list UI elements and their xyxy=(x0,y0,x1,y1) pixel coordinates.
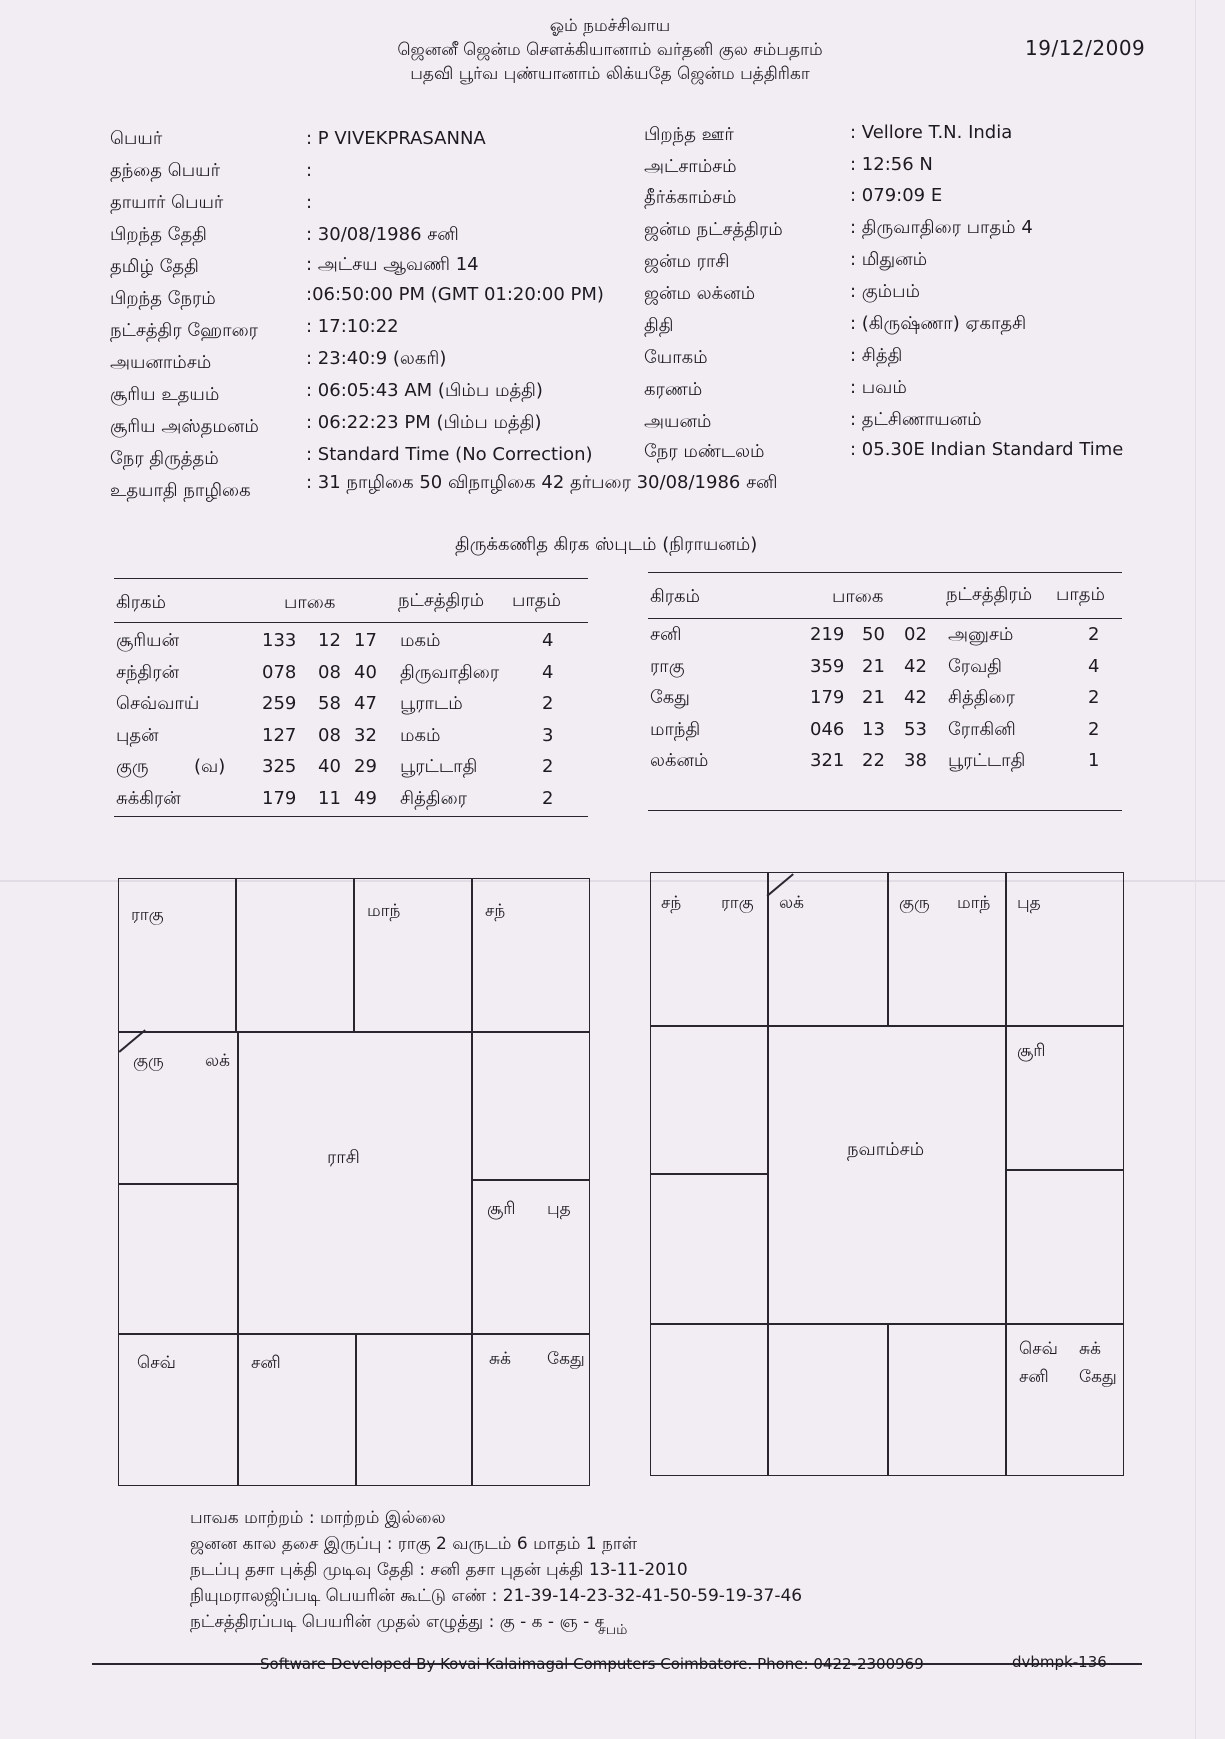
bhagai-second: 17 xyxy=(354,630,377,651)
planet-nakshatra: திருவாதிரை xyxy=(400,661,500,683)
planet-pada: 1 xyxy=(1088,750,1100,771)
numerology-line: நியுமராலஜிப்படி பெயரின் கூட்டு எண் : 21-39-14-23-32-41-50-59-19-37-46 xyxy=(190,1586,803,1606)
chart-line xyxy=(651,1173,767,1175)
detail-value: : 12:56 N xyxy=(850,154,933,175)
detail-label: நேர திருத்தம் xyxy=(110,448,219,469)
bhagai-minute: 13 xyxy=(862,718,885,740)
planet-pada: 2 xyxy=(1088,624,1100,645)
bhagai-second: 02 xyxy=(904,624,927,645)
bhagai-second: 49 xyxy=(354,787,377,809)
rasi-house-10: செவ் xyxy=(137,1353,176,1373)
detail-label: உதயாதி நாழிகை xyxy=(110,480,251,501)
planet-table-right xyxy=(648,572,1122,812)
navamsa-center-label: நவாம்சம் xyxy=(847,1139,925,1160)
planet-nakshatra: மகம் xyxy=(400,724,441,746)
planet-name: லக்னம் xyxy=(650,750,709,771)
bhagai-degree: 179 xyxy=(810,687,845,708)
planet-name: சனி xyxy=(650,624,682,645)
detail-value: : P VIVEKPRASANNA xyxy=(306,128,486,149)
bhagai-second: 38 xyxy=(904,750,927,771)
bhagai-minute: 21 xyxy=(862,687,885,708)
current-dasa-line: நடப்பு தசா புக்தி முடிவு தேதி : சனி தசா புதன் புக்தி 13-11-2010 xyxy=(190,1560,688,1580)
table-rule-top xyxy=(648,572,1122,573)
table-rule-bottom xyxy=(648,810,1122,811)
planet-nakshatra: சித்திரை xyxy=(948,687,1015,708)
chart-line xyxy=(235,879,237,1031)
planet-pada: 2 xyxy=(542,756,554,777)
col-header-graham: கிரகம் xyxy=(650,586,701,607)
detail-label: சூரிய உதயம் xyxy=(110,384,220,405)
rasi-house-6a: சூரி xyxy=(487,1199,516,1219)
rasi-house-4: சந் xyxy=(485,901,506,921)
bhagai-second: 32 xyxy=(354,724,377,746)
detail-label: கரணம் xyxy=(644,379,703,400)
name-letter-subnote: சபம் xyxy=(598,1622,628,1638)
detail-value: : 31 நாழிகை 50 விநாழிகை 42 தர்பரை 30/08/1986 சனி xyxy=(306,472,778,493)
bhagai-minute: 58 xyxy=(318,693,341,714)
planet-nakshatra: ரோகினி xyxy=(948,718,1016,740)
table-rule-header xyxy=(114,622,588,623)
rasi-house-9: சனி xyxy=(251,1353,281,1373)
detail-value: : 079:09 E xyxy=(850,185,943,206)
rasi-center-label: ராசி xyxy=(327,1147,360,1168)
detail-label: நேர மண்டலம் xyxy=(644,441,765,462)
col-header-patham: பாதம் xyxy=(1056,584,1106,605)
detail-value: : Vellore T.N. India xyxy=(850,122,1013,143)
bhagai-degree: 179 xyxy=(262,787,297,809)
detail-label: யோகம் xyxy=(644,347,708,368)
navamsa-house-1a: சந் xyxy=(661,893,682,913)
planet-pada: 4 xyxy=(542,630,554,651)
table-rule-top xyxy=(114,578,588,579)
rasi-house-6b: புத xyxy=(547,1199,571,1219)
bhagai-degree: 127 xyxy=(262,724,297,746)
planet-name: மாந்தி xyxy=(650,718,701,740)
planet-name: கேது xyxy=(650,687,690,708)
navamsa-house-5: சூரி xyxy=(1017,1041,1046,1061)
planet-nakshatra: ரேவதி xyxy=(948,655,1003,677)
detail-label: அட்சாம்சம் xyxy=(644,156,737,177)
bhagai-degree: 359 xyxy=(810,655,845,677)
chart-line xyxy=(471,879,473,1485)
col-header-nakshatra: நட்சத்திரம் xyxy=(398,590,485,611)
detail-value: : தட்சிணாயனம் xyxy=(850,409,982,430)
detail-label: தந்தை பெயர் xyxy=(110,160,220,181)
bhagai-degree: 078 xyxy=(262,661,297,683)
planet-name: செவ்வாய் xyxy=(116,693,200,714)
document-code: dvbmpk-136 xyxy=(1012,1653,1107,1671)
detail-label: பிறந்த தேதி xyxy=(110,224,207,245)
planet-nakshatra: பூரட்டாதி xyxy=(400,756,478,777)
detail-value: :06:50:00 PM (GMT 01:20:00 PM) xyxy=(306,284,604,305)
detail-value: : திருவாதிரை பாதம் 4 xyxy=(850,217,1033,238)
planet-nakshatra: பூரட்டாதி xyxy=(948,750,1026,771)
chart-line xyxy=(119,1333,589,1335)
chart-line xyxy=(1005,1169,1123,1171)
detail-label: அயனாம்சம் xyxy=(110,352,212,373)
rasi-house-12a: குரு xyxy=(133,1051,164,1071)
planet-name: ராகு xyxy=(650,655,685,677)
bhagai-degree: 133 xyxy=(262,630,297,651)
col-header-bhagai: பாகை xyxy=(284,592,336,613)
detail-value: : 30/08/1986 சனி xyxy=(306,224,459,245)
navamsa-house-3a: குரு xyxy=(899,893,930,913)
lagna-marker xyxy=(119,1029,146,1052)
bhagai-minute: 08 xyxy=(318,724,341,746)
detail-label: தீர்க்காம்சம் xyxy=(644,187,737,208)
detail-value: : xyxy=(306,192,313,213)
chart-line xyxy=(119,1031,589,1033)
detail-label: நட்சத்திர ஹோரை xyxy=(110,320,258,341)
detail-value: : 06:05:43 AM (பிம்ப மத்தி) xyxy=(306,380,543,401)
planet-pada: 2 xyxy=(542,693,554,714)
planet-pada: 2 xyxy=(542,787,554,809)
detail-label: ஜன்ம லக்னம் xyxy=(644,283,756,304)
detail-label: சூரிய அஸ்தமனம் xyxy=(110,416,259,437)
detail-label: தமிழ் தேதி xyxy=(110,256,199,277)
bhagai-second: 40 xyxy=(354,661,377,683)
bhagai-second: 42 xyxy=(904,687,927,708)
retro-flag: (வ) xyxy=(194,756,226,777)
navamsa-house-7c: சனி xyxy=(1019,1367,1049,1387)
rasi-house-7b: கேது xyxy=(547,1349,585,1369)
invocation-line-3: பதவி பூர்வ புண்யானாம் லிக்யதே ஜென்ம பத்திரிகா xyxy=(410,64,810,84)
rasi-house-1: ராகு xyxy=(131,905,164,925)
navamsa-chart xyxy=(650,872,1124,1476)
dasa-balance-line: ஜனன கால தசை இருப்பு : ராகு 2 வருடம் 6 மாதம் 1 நாள் xyxy=(190,1534,638,1554)
paper-edge-line xyxy=(1195,0,1196,1739)
chart-line xyxy=(355,1333,357,1485)
table-rule-header xyxy=(648,618,1122,619)
planet-nakshatra: சித்திரை xyxy=(400,787,467,809)
bhagai-degree: 259 xyxy=(262,693,297,714)
detail-value: : மிதுனம் xyxy=(850,249,928,270)
detail-value: : சித்தி xyxy=(850,345,903,366)
detail-label: தாயார் பெயர் xyxy=(110,192,224,213)
col-header-bhagai: பாகை xyxy=(832,586,884,607)
bhava-change-line: பாவக மாற்றம் : மாற்றம் இல்லை xyxy=(190,1508,446,1528)
chart-line xyxy=(237,1031,239,1485)
bhagai-second: 29 xyxy=(354,756,377,777)
detail-value: : அட்சய ஆவணி 14 xyxy=(306,254,479,275)
chart-line xyxy=(1005,873,1007,1475)
detail-label: ஜன்ம ராசி xyxy=(644,251,730,272)
navamsa-house-1b: ராகு xyxy=(721,893,754,913)
detail-label: அயனம் xyxy=(644,411,712,432)
navamsa-house-7d: கேது xyxy=(1079,1367,1117,1387)
invocation-header xyxy=(300,14,920,86)
chart-line xyxy=(651,1025,1123,1027)
bhagai-degree: 325 xyxy=(262,756,297,777)
bhagai-minute: 21 xyxy=(862,655,885,677)
rasi-house-3: மாந் xyxy=(367,901,401,921)
bhagai-minute: 11 xyxy=(318,787,341,809)
detail-label: பிறந்த நேரம் xyxy=(110,288,216,309)
col-header-patham: பாதம் xyxy=(512,590,562,611)
print-date: 19/12/2009 xyxy=(1025,36,1146,60)
chart-line xyxy=(119,1183,237,1185)
bhagai-minute: 12 xyxy=(318,630,341,651)
bhagai-second: 47 xyxy=(354,693,377,714)
col-header-graham: கிரகம் xyxy=(116,592,167,613)
chart-line xyxy=(353,879,355,1031)
detail-value: : (கிருஷ்ணா) ஏகாதசி xyxy=(850,313,1027,334)
chart-line xyxy=(767,873,769,1475)
navamsa-house-4: புத xyxy=(1017,893,1041,913)
detail-value: : பவம் xyxy=(850,377,907,398)
bhagai-minute: 50 xyxy=(862,624,885,645)
planet-nakshatra: மகம் xyxy=(400,630,441,651)
invocation-line-2: ஜெனனீ ஜென்ம சௌக்கியானாம் வர்தனி குல சம்பதாம் xyxy=(397,40,823,60)
bhagai-second: 53 xyxy=(904,718,927,740)
navamsa-house-7b: சுக் xyxy=(1079,1339,1101,1359)
planet-name: சுக்கிரன் xyxy=(116,787,181,809)
planet-nakshatra: அனுசம் xyxy=(948,624,1014,645)
detail-value: : xyxy=(306,160,313,181)
navamsa-house-3b: மாந் xyxy=(957,893,991,913)
chart-line xyxy=(887,873,889,1025)
detail-value: : கும்பம் xyxy=(850,281,921,302)
chart-line xyxy=(887,1323,889,1475)
detail-value: : 06:22:23 PM (பிம்ப மத்தி) xyxy=(306,412,542,433)
detail-label: பெயர் xyxy=(110,128,163,149)
rasi-house-7a: சுக் xyxy=(489,1349,511,1369)
table-rule-bottom xyxy=(114,816,588,817)
planet-pada: 2 xyxy=(1088,718,1100,740)
bhagai-degree: 046 xyxy=(810,718,845,740)
detail-label: பிறந்த ஊர் xyxy=(644,124,734,145)
name-letter-line: நட்சத்திரப்படி பெயரின் முதல் எழுத்து : கு - க - ஞ - ச xyxy=(190,1612,605,1632)
footer-details xyxy=(190,1505,802,1635)
bhagai-degree: 219 xyxy=(810,624,845,645)
navamsa-house-7a: செவ் xyxy=(1019,1339,1058,1359)
planet-pada: 2 xyxy=(1088,687,1100,708)
detail-label: திதி xyxy=(644,315,674,336)
bhagai-second: 42 xyxy=(904,655,927,677)
bhagai-minute: 40 xyxy=(318,756,341,777)
software-credit: Software Developed By Kovai Kalaimagal Computers Coimbatore. Phone: 0422-2300969 xyxy=(260,1655,924,1673)
planet-pada: 4 xyxy=(542,661,554,683)
planet-table-left xyxy=(114,578,588,818)
detail-value: : 05.30E Indian Standard Time xyxy=(850,439,1124,460)
bhagai-degree: 321 xyxy=(810,750,845,771)
detail-value: : 17:10:22 xyxy=(306,316,399,337)
detail-value: : 23:40:9 (லகரி) xyxy=(306,348,447,369)
planet-name: சூரியன் xyxy=(116,630,180,651)
invocation-line-1: ஓம் நமச்சிவாய xyxy=(549,16,671,36)
rasi-house-12b: லக் xyxy=(205,1051,230,1071)
planet-name: குரு xyxy=(116,756,149,777)
planet-name: புதன் xyxy=(116,724,159,746)
rasi-chart xyxy=(118,878,590,1486)
bhagai-minute: 22 xyxy=(862,750,885,771)
col-header-nakshatra: நட்சத்திரம் xyxy=(946,584,1033,605)
section-title: திருக்கணித கிரக ஸ்புடம் (நிராயனம்) xyxy=(455,534,758,555)
planet-name: சந்திரன் xyxy=(116,661,180,683)
detail-label: ஜன்ம நட்சத்திரம் xyxy=(644,219,783,240)
bhagai-minute: 08 xyxy=(318,661,341,683)
detail-value: : Standard Time (No Correction) xyxy=(306,444,593,465)
planet-nakshatra: பூராடம் xyxy=(400,693,463,714)
navamsa-house-2: லக் xyxy=(779,893,804,913)
planet-pada: 3 xyxy=(542,724,554,746)
chart-line xyxy=(471,1179,589,1181)
planet-pada: 4 xyxy=(1088,655,1100,677)
